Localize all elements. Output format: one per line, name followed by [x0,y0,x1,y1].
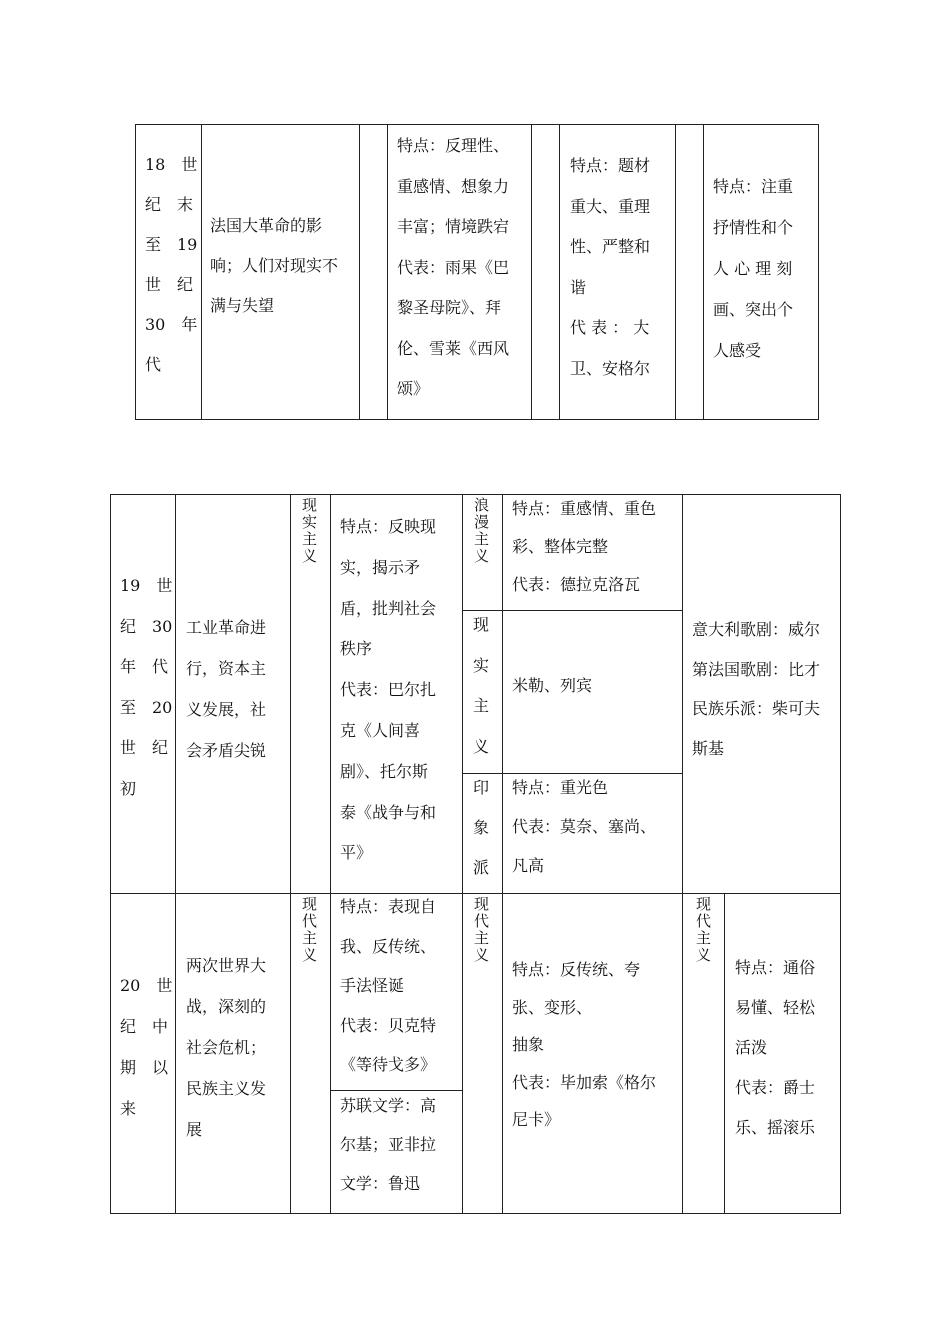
t2-row-divider [110,893,841,894]
t2-divider-a [175,494,176,1214]
t2-r1-music: 意大利歌剧：威尔 第法国歌剧：比才 民族乐派：柴可夫 斯基 [692,620,821,758]
t2-art-divider-1 [462,610,682,611]
t1-music: 特点：注重 抒情性和个 人 心 理 刻 画、突出个 人感受 [713,177,794,360]
t1-period: 18 世 纪 末 至 19 世 纪 30 年 代 [145,155,198,374]
t1-divider-4 [531,124,532,420]
t1-divider-2 [359,124,360,420]
t2-r1-art-3: 特点：重光色 代表：莫奈、塞尚、 凡高 [512,778,657,875]
t2-r1-art-1: 特点：重感情、重色 彩、整体完整 代表：德拉克洛瓦 [512,499,657,594]
t2-r2-art-label: 现 代 主 义 [474,895,490,964]
t1-background: 法国大革命的影 响；人们对现实不 满与失望 [210,216,339,315]
t2-r1-art-label-3: 印 象 派 [473,778,490,877]
t2-r1-art-label-1: 浪 漫 主 义 [474,496,490,565]
t2-divider-f [682,494,683,1214]
t1-art: 特点：题材 重大、重理 性、严整和 谐 代 表 ： 大 卫、安格尔 [570,156,651,378]
t2-r2-literature-2: 苏联文学：高 尔基；亚非拉 文学：鲁迅 [340,1096,437,1193]
t2-r2-period: 20 世 纪 中 期 以 来 [120,976,173,1118]
t1-divider-3 [387,124,388,420]
t2-divider-d [462,494,463,1214]
t2-r2-literature-1: 特点：表现自 我、反传统、 手法怪诞 代表：贝克特 《等待戈多》 [340,897,437,1074]
t2-r2-background: 两次世界大 战，深刻的 社会危机； 民族主义发 展 [186,956,267,1139]
t1-divider-5 [559,124,560,420]
t2-divider-c [330,494,331,1214]
t1-divider-6 [675,124,676,420]
t2-divider-e [502,494,503,1214]
t2-r1-period: 19 世 纪 30 年 代 至 20 世 纪 初 [120,576,173,798]
t2-r2-music: 特点：通俗 易懂、轻松 活泼 代表：爵士 乐、摇滚乐 [735,958,816,1137]
t2-divider-g [724,893,725,1214]
t2-divider-b [290,494,291,1214]
t2-r1-art-label-2: 现 实 主 义 [473,615,490,756]
t2-r1-lit-label: 现 实 主 义 [302,496,318,565]
t2-r1-background: 工业革命进 行，资本主 义发展，社 会矛盾尖锐 [186,618,267,760]
t1-divider-7 [703,124,704,420]
t2-r2-lit-label: 现 代 主 义 [302,895,318,964]
t1-divider-1 [201,124,202,420]
t2-r1-literature: 特点：反映现 实，揭示矛 盾，批判社会 秩序 代表：巴尔扎 克《人间喜 剧》、托尔斯 泰《战争与和 平》 [340,517,437,863]
t2-r1-art-2: 米勒、列宾 [512,676,593,695]
t2-r2-music-label: 现 代 主 义 [696,895,712,964]
t2-r2-art: 特点：反传统、夸 张、变形、 抽象 代表：毕加索《格尔 尼卡》 [512,960,657,1129]
t1-literature: 特点：反理性、 重感情、想象力 丰富；情境跌宕 代表：雨果《巴 黎圣母院》、拜 伦、雪莱《西风 颂》 [397,136,510,398]
